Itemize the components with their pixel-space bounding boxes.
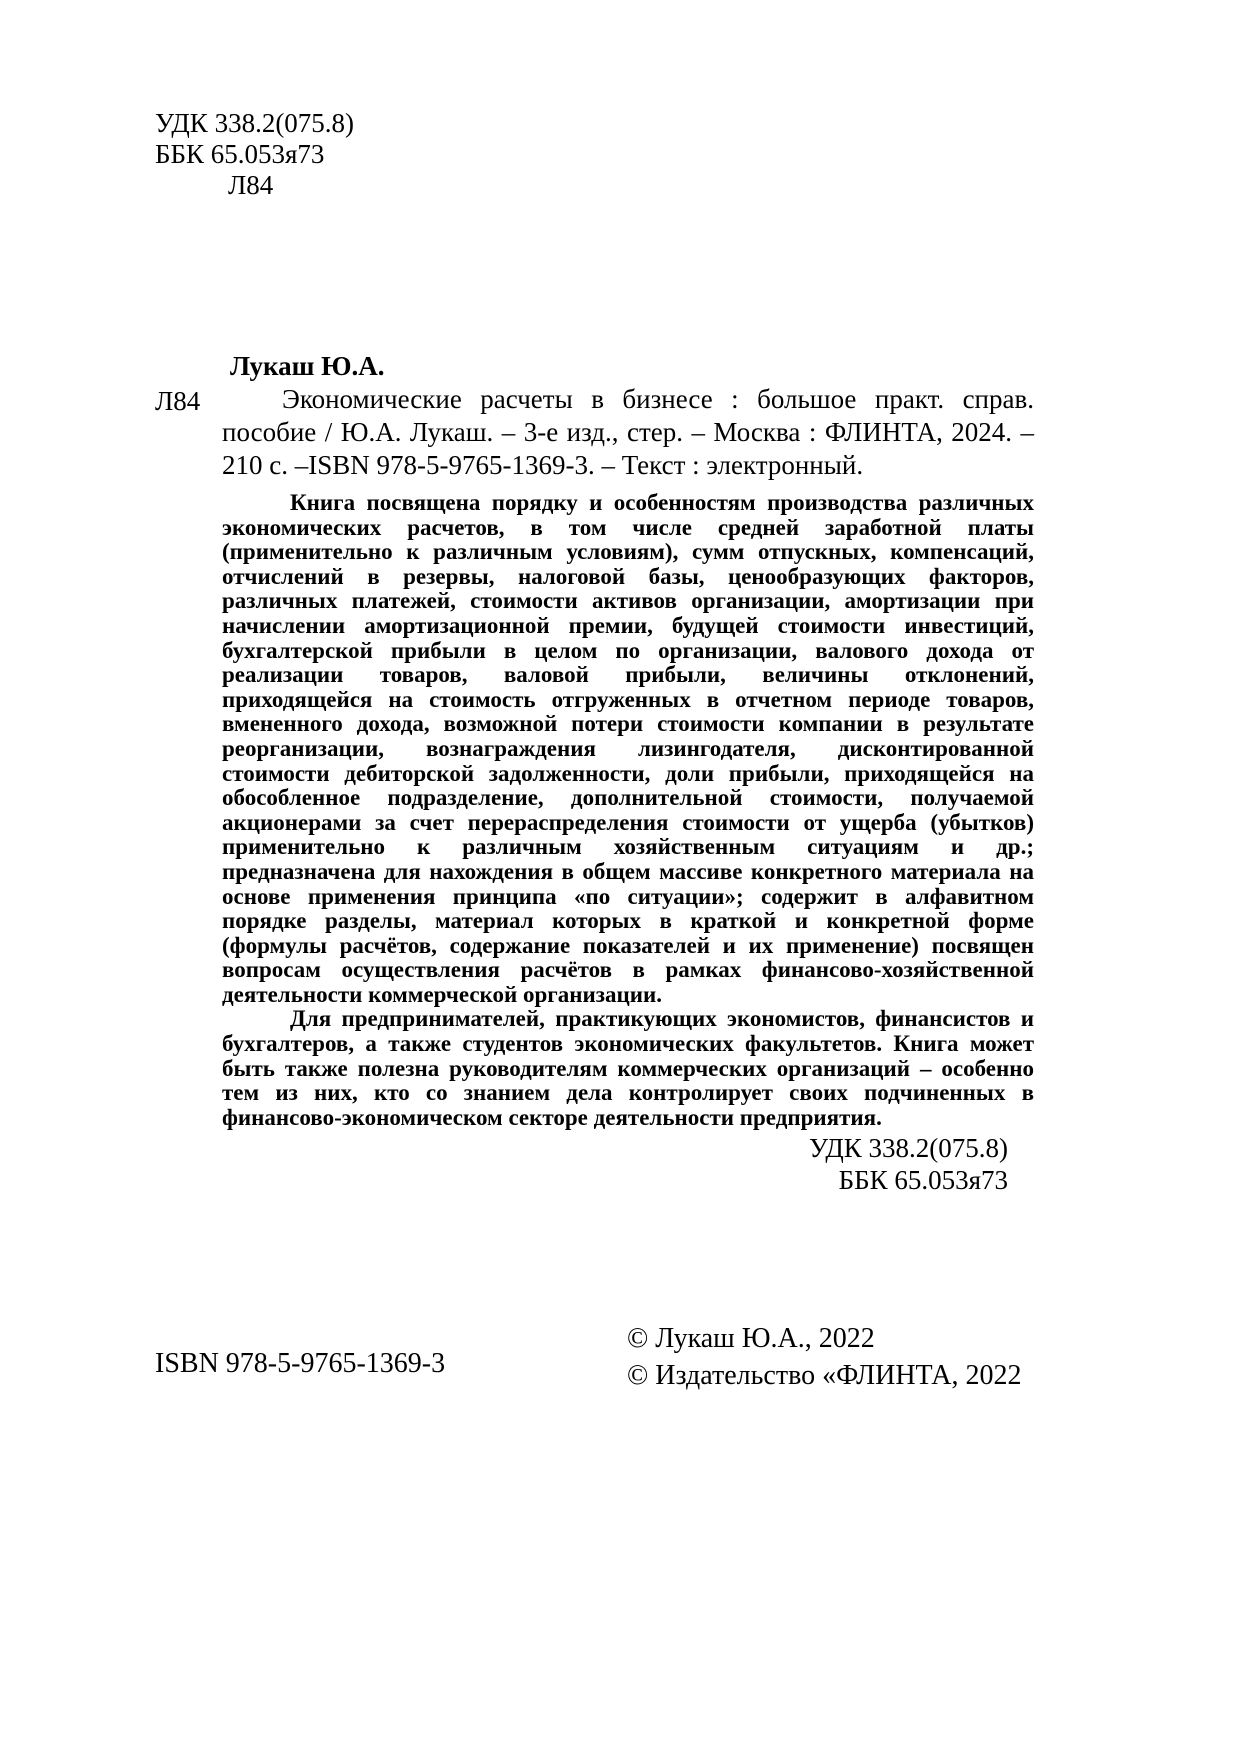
copyright-author: © Лукаш Ю.А., 2022 — [627, 1323, 875, 1354]
annotation-paragraph-2: Для предпринимателей, практикующих экономистов, финансистов и бухгалтеров, а также студентов экономических факультетов. Книга может быть также полезна руководителям коммерческих организаций – особенно тем из них, кто со знанием дела контролирует своих подчиненных в финансово-экономическом секторе деятельности предприятия. — [222, 1006, 1034, 1130]
bbk-number-bottom: ББК 65.053я73 — [838, 1165, 1008, 1196]
bibliographic-description: Экономические расчеты в бизнесе : большое практ. справ. пособие / Ю.А. Лукаш. – 3-е изд., стер. – Москва : ФЛИНТА, 2024. – 210 с. –ISBN 978-5-9765-1369-3. – Текст : электронный. — [222, 384, 1034, 480]
udc-number-bottom: УДК 338.2(075.8) — [808, 1133, 1008, 1164]
bbk-number-top: ББК 65.053я73 — [155, 139, 325, 169]
udc-number-top: УДК 338.2(075.8) — [155, 108, 355, 138]
author-name: Лукаш Ю.А. — [230, 351, 385, 381]
annotation-paragraph-1: Книга посвящена порядку и особенностям производства различных экономических расчетов, в том числе средней заработной платы (применительно к различным условиям), сумм отпускных, компенсаций, отчислений в резервы, налоговой базы, ценообразующих факторов, различных платежей, стоимости активов организации, амортизации при начислении амортизационной премии, будущей стоимости инвестиций, бухгалтерской прибыли в целом по организации, валового дохода от реализации товаров, валовой прибыли, величины отклонений, приходящейся на стоимость отгруженных в отчетном периоде товаров, вмененного дохода, возможной потери стоимости компании в результате реорганизации, вознаграждения лизингодателя, дисконтированной стоимости дебиторской задолженности, доли прибыли, приходящейся на обособленное подразделение, дополнительной стоимости, получаемой акционерами за счет перераспределения стоимости от ущерба (убытков) применительно к различным хозяйственным ситуациям и др.; предназначена для нахождения в общем массиве конкретного материала на основе применения принципа «по ситуации»; содержит в алфавитном порядке разделы, материал которых в краткой и конкретной форме (формулы расчётов, содержание показателей и их применение) посвящен вопросам осуществления расчётов в рамках финансово-хозяйственной деятельности коммерческой организации. — [222, 490, 1034, 1007]
classification-block-bottom — [222, 1132, 1034, 1196]
isbn-number: ISBN 978-5-9765-1369-3 — [155, 1348, 446, 1379]
copyright-block — [627, 1320, 1021, 1394]
copyright-publisher: © Издательство «ФЛИНТА, 2022 — [627, 1360, 1022, 1391]
annotation-block — [222, 491, 1034, 1130]
main-column — [222, 350, 1034, 1196]
author-sign-margin: Л84 — [155, 386, 201, 416]
classification-block-top — [155, 108, 354, 201]
author-sign-top: Л84 — [228, 170, 274, 200]
